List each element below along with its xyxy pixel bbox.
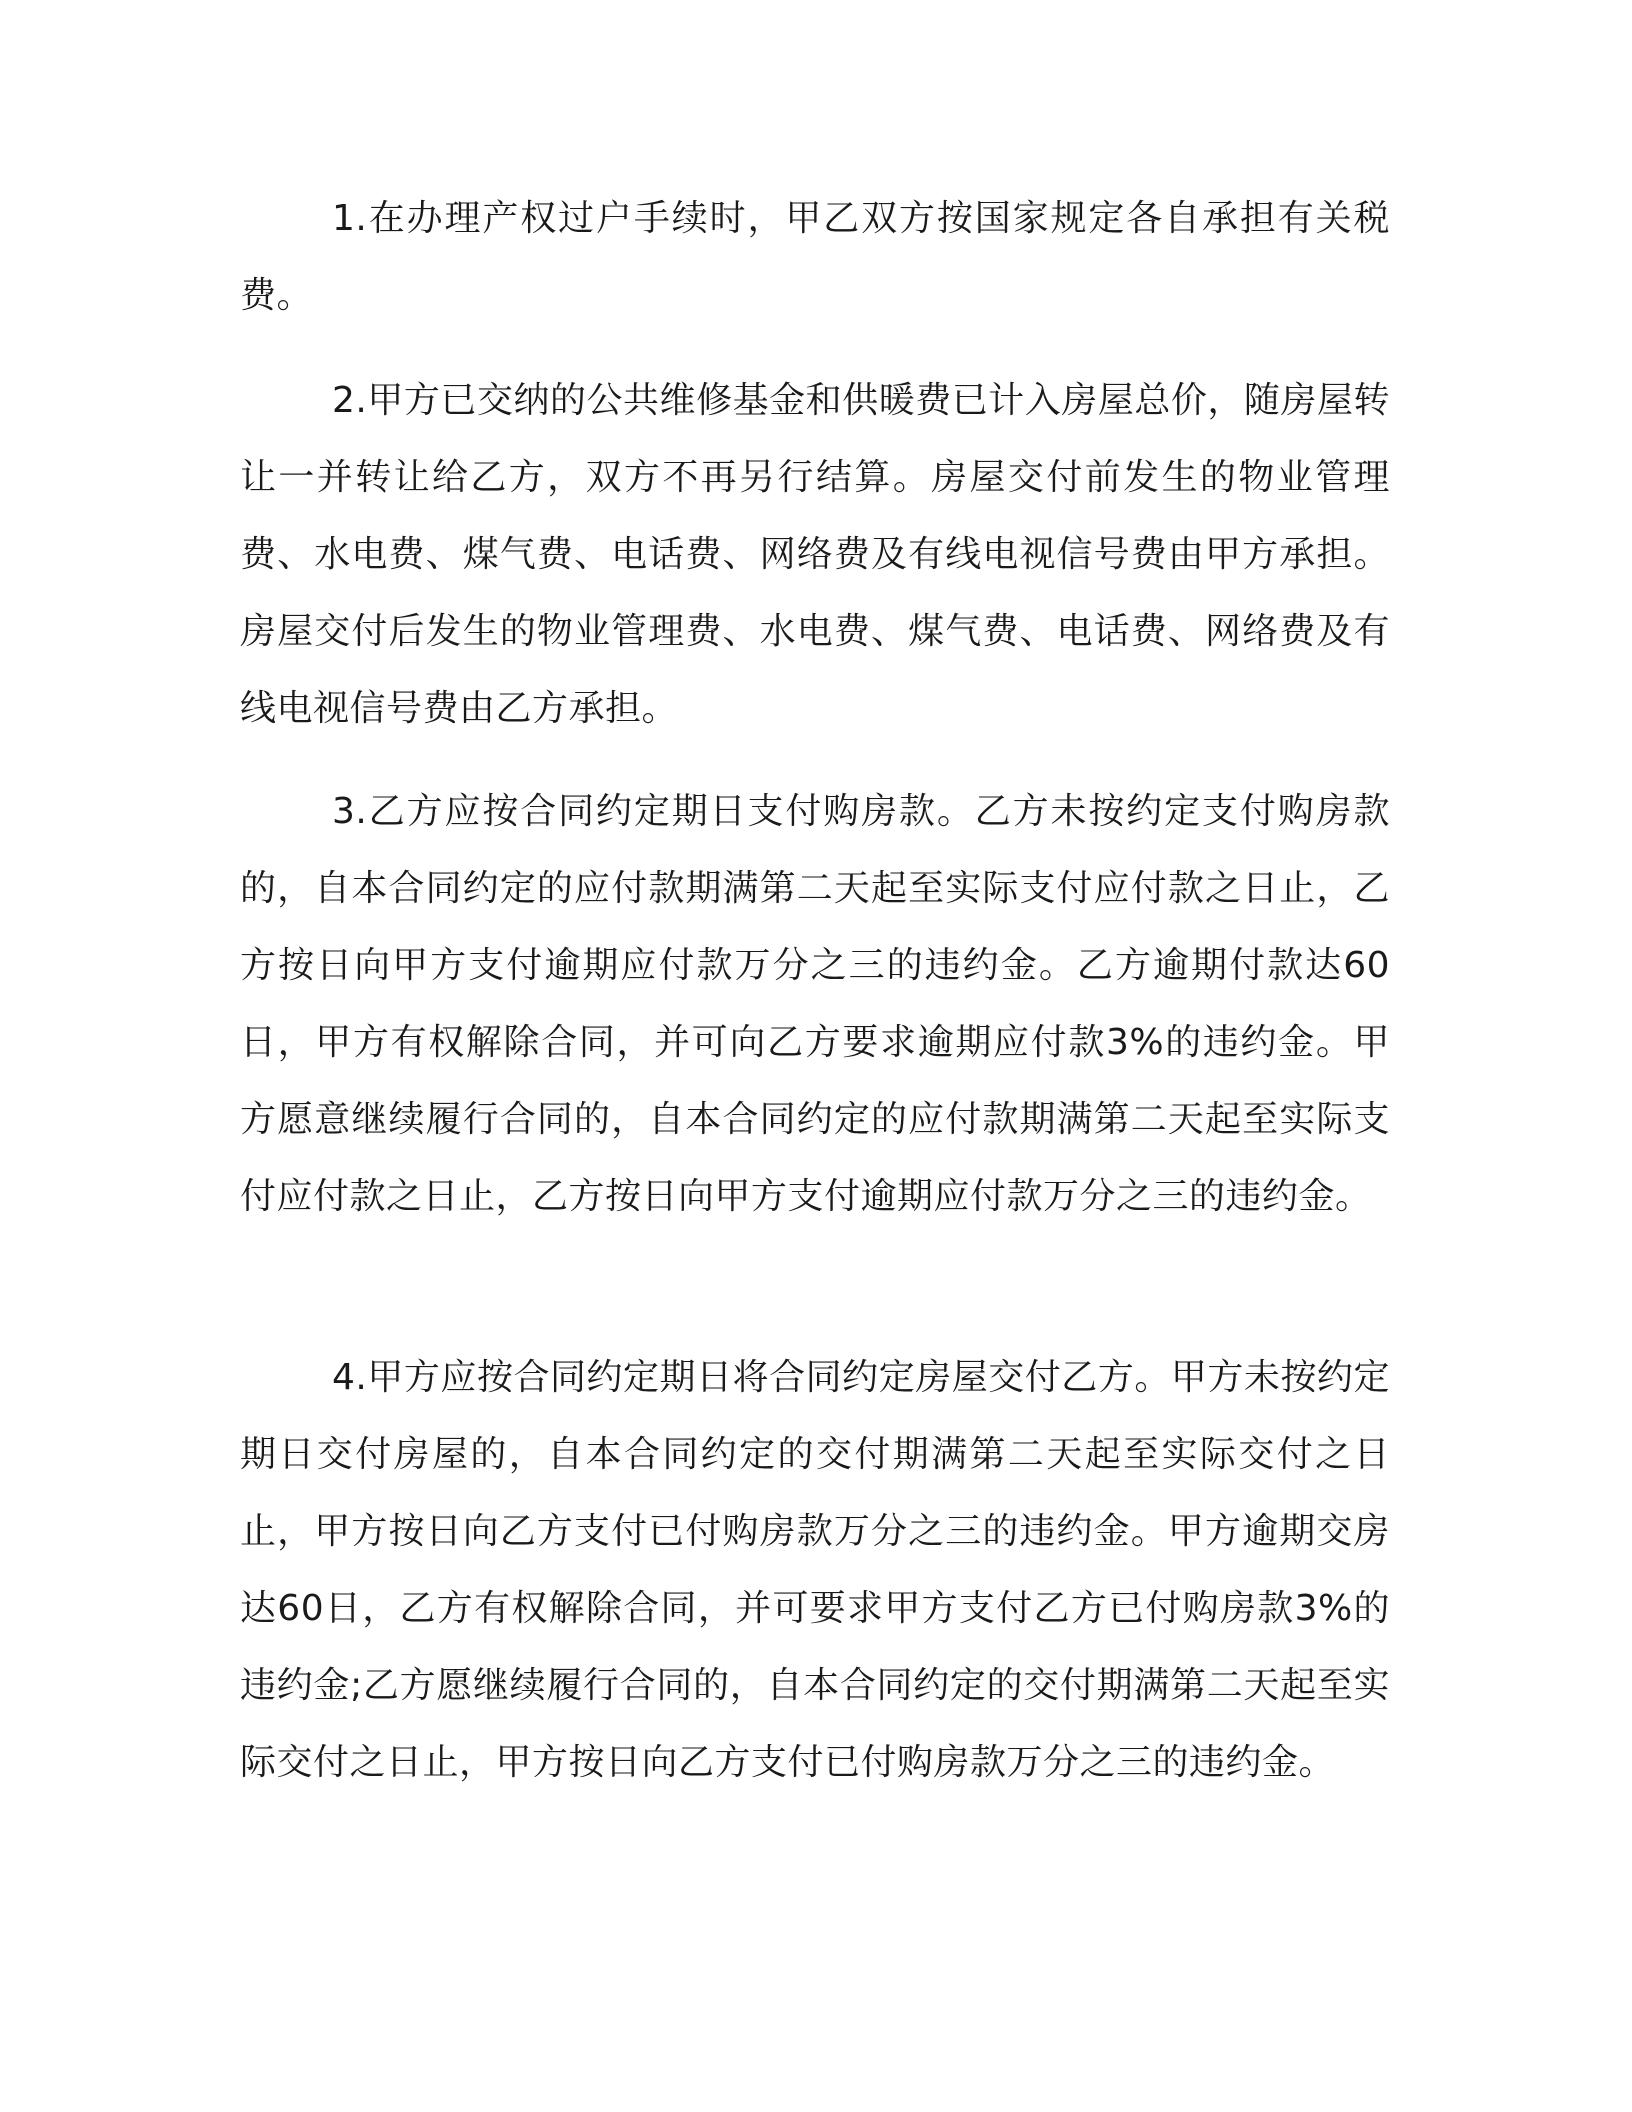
clause-2-paragraph: 2.甲方已交纳的公共维修基金和供暖费已计入房屋总价，随房屋转让一并转让给乙方，双方不再另行结算。房屋交付前发生的物业管理费、水电费、煤气费、电话费、网络费及有线电视信号费由甲方承担。房屋交付后发生的物业管理费、水电费、煤气费、电话费、网络费及有线电视信号费由乙方承担。	[240, 380, 1390, 729]
clause-1-paragraph: 1.在办理产权过户手续时，甲乙双方按国家规定各自承担有关税费。	[240, 198, 1390, 316]
clause-3-paragraph: 3.乙方应按合同约定期日支付购房款。乙方未按约定支付购房款的，自本合同约定的应付款期满第二天起至实际支付应付款之日止，乙方按日向甲方支付逾期应付款万分之三的违约金。乙方逾期付款达60日，甲方有权解除合同，并可向乙方要求逾期应付款3%的违约金。甲方愿意继续履行合同的，自本合同约定的应付款期满第二天起至实际支付应付款之日止，乙方按日向甲方支付逾期应付款万分之三的违约金。	[240, 791, 1390, 1217]
clause-4-paragraph: 4.甲方应按合同约定期日将合同约定房屋交付乙方。甲方未按约定期日交付房屋的，自本合同约定的交付期满第二天起至实际交付之日止，甲方按日向乙方支付已付购房款万分之三的违约金。甲方逾期交房达60日，乙方有权解除合同，并可要求甲方支付乙方已付购房款3%的违约金;乙方愿继续履行合同的，自本合同约定的交付期满第二天起至实际交付之日止，甲方按日向乙方支付已付购房款万分之三的违约金。	[240, 1357, 1390, 1783]
